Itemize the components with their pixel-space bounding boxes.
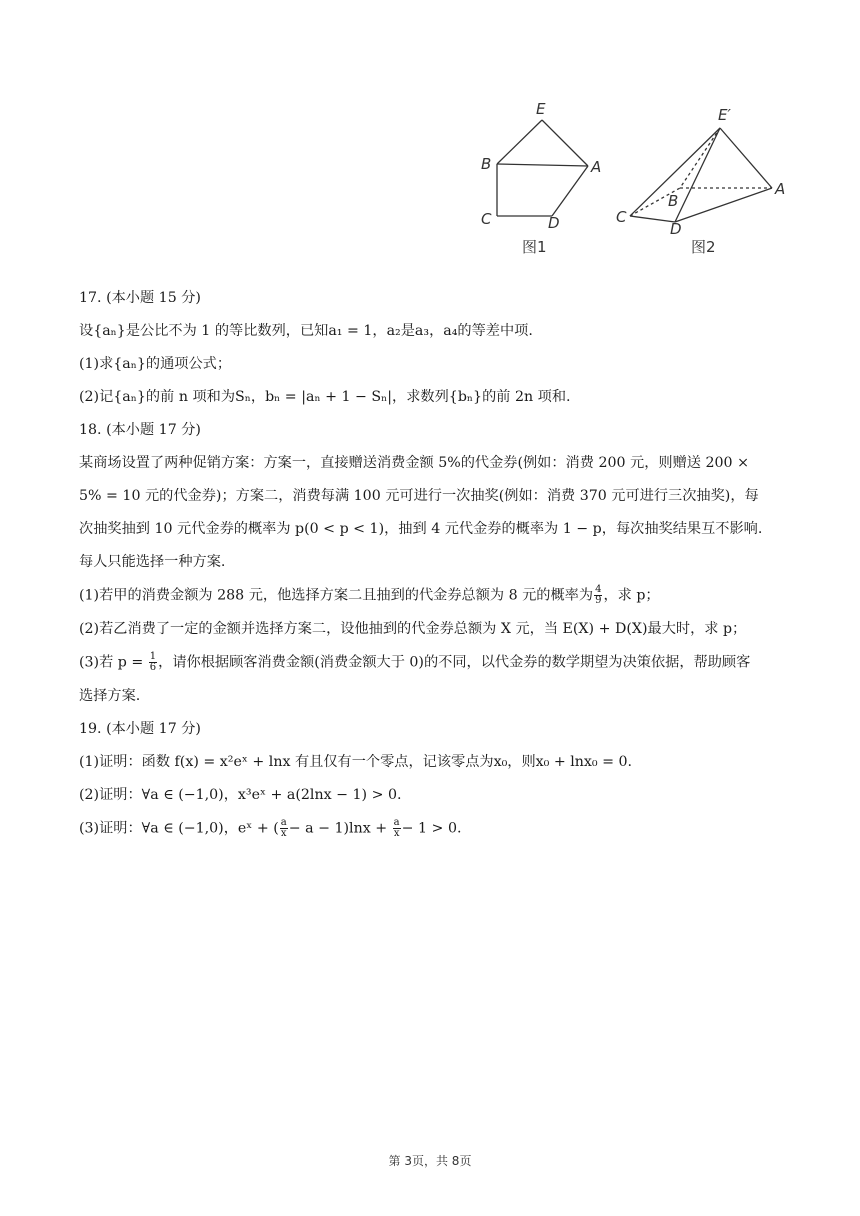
fig1-point-a: A xyxy=(591,158,602,176)
q19-part-3-text: (3)证明：∀a ∈ (−1,0)，eˣ + ( xyxy=(79,820,279,837)
q19-header: 19. (本小题 17 分) xyxy=(79,721,201,737)
fraction-four-ninths xyxy=(594,585,602,606)
fraction-numerator: a xyxy=(280,817,287,828)
q18-part-1-tail: ，求 p； xyxy=(603,587,660,604)
figure-2-caption: 图2 xyxy=(691,238,716,256)
question-19 xyxy=(79,719,784,839)
q19-part-2: (2)证明：∀a ∈ (−1,0)，x³eˣ + a(2lnx − 1) > 0. xyxy=(79,787,402,803)
q18-part-3 xyxy=(79,652,784,673)
fraction-a-over-x-2 xyxy=(393,818,401,839)
q18-stem-line-3: 次抽奖抽到 10 元代金券的概率为 p(0 < p < 1)，抽到 4 元代金券的概率为 1 − p，每次抽奖结果互不影响. xyxy=(79,521,763,537)
fig2-point-b: B xyxy=(668,192,679,210)
fraction-a-over-x xyxy=(280,818,288,839)
fraction-denominator: 6 xyxy=(149,662,157,673)
q18-stem-line-4: 每人只能选择一种方案. xyxy=(79,554,226,570)
q18-header: 18. (本小题 17 分) xyxy=(79,422,201,438)
q19-part-3-tail: − 1 > 0. xyxy=(401,820,462,837)
fig2-point-c: C xyxy=(616,208,627,226)
fig1-point-c: C xyxy=(481,210,492,228)
q18-stem-line-1: 某商场设置了两种促销方案：方案一，直接赠送消费金额 5%的代金券(例如：消费 200 元，则赠送 200 × xyxy=(79,455,749,471)
q18-part-1-text: (1)若甲的消费金额为 288 元，他选择方案二且抽到的代金券总额为 8 元的概率为 xyxy=(79,587,594,604)
q19-part-3 xyxy=(79,818,784,839)
q19-part-3-middle: − a − 1)lnx + xyxy=(288,820,388,837)
fraction-numerator: 4 xyxy=(595,584,602,595)
q19-part-1: (1)证明：函数 f(x) = x²eˣ + lnx 有且仅有一个零点，记该零点为x₀，则x₀ + lnx₀ = 0. xyxy=(79,754,633,770)
q17-part-2: (2)记{aₙ}的前 n 项和为Sₙ，bₙ = |aₙ + 1 − Sₙ|，求数列{bₙ}的前 2n 项和. xyxy=(79,389,571,405)
fig1-point-e: E xyxy=(536,100,546,118)
q18-part-2: (2)若乙消费了一定的金额并选择方案二，设他抽到的代金券总额为 X 元，当 E(X) + D(X)最大时，求 p； xyxy=(79,621,747,637)
fig1-point-d: D xyxy=(548,214,560,232)
fraction-numerator: 1 xyxy=(149,651,157,662)
figure-area xyxy=(470,100,800,260)
q18-part-3-tail: ，请你根据顾客消费金额(消费金额大于 0)的不同，以代金券的数学期望为决策依据，帮助顾客 xyxy=(158,654,751,671)
figure-1-pentagon xyxy=(497,120,588,216)
q18-part-3-continued: 选择方案. xyxy=(79,688,141,704)
page-footer: 第 3页，共 8页 xyxy=(388,1154,472,1168)
q18-part-3-text: (3)若 p = xyxy=(79,654,144,671)
fig2-point-a: A xyxy=(775,180,786,198)
q18-part-1 xyxy=(79,585,784,606)
fraction-denominator: 9 xyxy=(595,595,602,606)
question-17 xyxy=(79,288,784,407)
fig1-point-b: B xyxy=(481,155,492,173)
geometry-figures xyxy=(470,100,800,260)
figure-1-caption: 图1 xyxy=(522,238,547,256)
q18-stem-line-2: 5% = 10 元的代金券)；方案二，消费每满 100 元可进行一次抽奖(例如：消费 370 元可进行三次抽奖)，每 xyxy=(79,488,759,504)
fraction-numerator: a xyxy=(393,817,400,828)
fraction-one-sixth xyxy=(149,652,157,673)
q17-part-1: (1)求{aₙ}的通项公式； xyxy=(79,356,232,372)
fig2-point-d: D xyxy=(670,220,682,238)
questions xyxy=(79,288,784,839)
q17-header: 17. (本小题 15 分) xyxy=(79,290,201,306)
q17-stem: 设{aₙ}是公比不为 1 的等比数列，已知a₁ = 1，a₂是a₃，a₄的等差中项. xyxy=(79,323,533,339)
fraction-denominator: x xyxy=(280,828,287,839)
question-18 xyxy=(79,420,784,706)
fig2-point-e-prime: E′ xyxy=(718,106,731,124)
figure-2-pyramid xyxy=(630,128,772,222)
fraction-denominator: x xyxy=(393,828,400,839)
